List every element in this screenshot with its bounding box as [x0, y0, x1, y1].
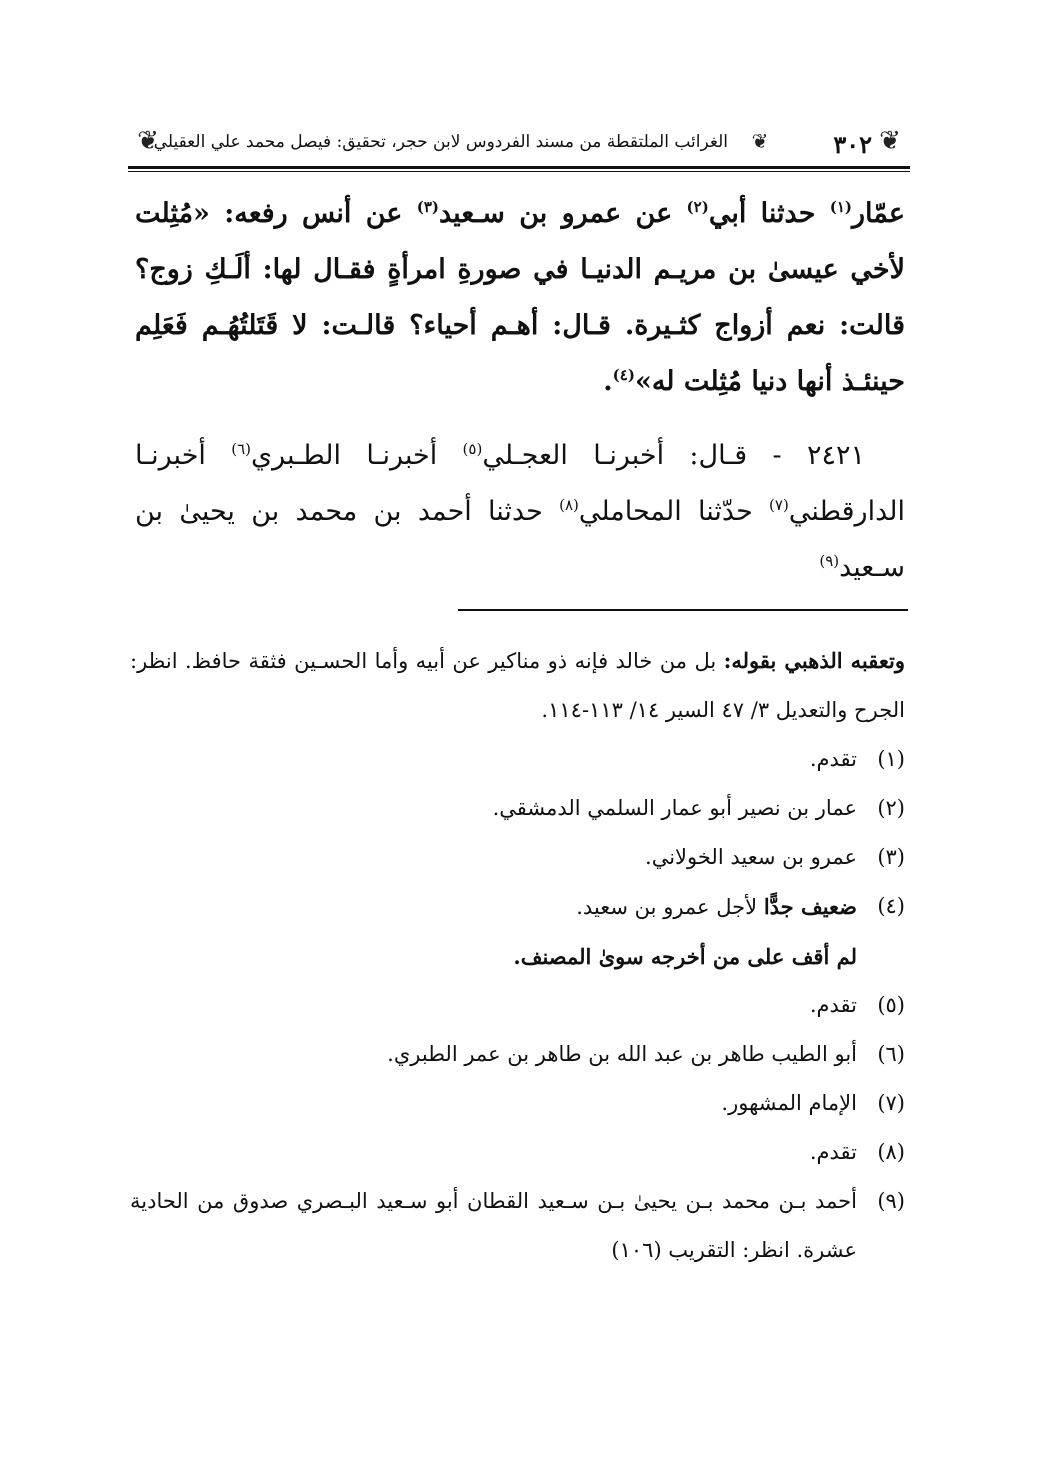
text-run: عمّار — [852, 198, 905, 229]
header-rule — [128, 166, 910, 169]
floral-ornament-icon: ❦ — [879, 126, 901, 156]
page-number: ٣٠٢ — [833, 130, 872, 159]
text-run: حدّثنا المحاملي — [578, 496, 770, 527]
footnote-item — [130, 784, 905, 833]
footnote-number: (٥) — [877, 993, 905, 1017]
footnote-subtext: لم أقف على من أخرجه سوىٰ المصنف. — [513, 944, 857, 969]
footnote-carryover — [130, 636, 905, 735]
floral-ornament-icon: ❦ — [137, 126, 159, 156]
footnote-ref: (٣) — [416, 198, 439, 216]
footnote-number: (٤) — [877, 894, 905, 918]
footnote-item — [130, 1079, 905, 1128]
footnote-ref: (٢) — [686, 198, 709, 216]
footnote-text: تقدم. — [809, 1140, 857, 1164]
footnote-text: أبو الطيب طاهر بن عبد الله بن طاهر بن عمر الطبري. — [387, 1042, 857, 1066]
footnote-item — [130, 735, 905, 784]
page-header — [128, 122, 910, 166]
main-text — [135, 186, 905, 596]
footnote-number: (٢) — [877, 796, 905, 820]
footnote-number: (٨) — [877, 1140, 905, 1164]
text-run: أخبرنـا الدارقطني — [135, 440, 905, 527]
footnote-item — [130, 833, 905, 882]
text-run: . — [603, 366, 613, 397]
text-run: عن أنس رفعه: «مُثِلت لأخي عيسىٰ بن مريـم الدنيـا في صورةِ امرأةٍ فقـال لها: ألَـكِ زوج؟ قالت: نعم أزواج كثـيرة. قـال: أهـم أحياء؟ قالـت: لا قَتَلتُهُـم فَعَلِم حينئـذ أنها دنيا مُثِلت له» — [135, 198, 905, 397]
text-run: عن عمرو بن سـعيد — [439, 198, 687, 229]
hadith-number: ٢٤٢١ — [806, 440, 865, 471]
text-run: ضعيف جدًّا — [763, 894, 857, 919]
footnote-item — [130, 882, 905, 932]
footnote-number: (٦) — [877, 1042, 905, 1066]
text-run: حدثنا أحمد بن محمد بن يحيىٰ بن سـعيد — [135, 496, 905, 583]
footnote-item — [130, 981, 905, 1030]
footnote-ref: (٥) — [462, 440, 483, 458]
footnote-item — [130, 1177, 905, 1275]
footnote-text: أحمد بـن محمد بـن يحيىٰ بـن سـعيد القطان أبو سـعيد البـصري صدوق من الحادية عشرة. انظر: التقريب (١٠٦) — [130, 1189, 857, 1262]
footnote-text: تقدم. — [809, 993, 857, 1017]
hadith-2421-paragraph — [135, 428, 905, 596]
footnotes — [130, 636, 905, 1275]
header-rule-thin — [128, 171, 910, 172]
footnote-separator — [458, 609, 908, 611]
footnote-number: (٩) — [877, 1189, 905, 1213]
text-run: - قـال: أخبرنـا العجـلي — [482, 440, 807, 471]
footnote-item — [130, 1030, 905, 1079]
footnote-text: تقدم. — [809, 747, 857, 771]
footnote-text — [130, 882, 857, 932]
text-run: وتعقبه الذهبي بقوله: — [723, 648, 905, 673]
footnote-ref: (٤) — [612, 366, 635, 384]
footnote-ref: (٩) — [819, 552, 840, 570]
text-run: لأجل عمرو بن سعيد. — [576, 895, 764, 919]
footnote-ref: (٦) — [231, 440, 252, 458]
footnote-number: (٧) — [877, 1091, 905, 1115]
text-run: أخبرنـا الطـبري — [251, 440, 463, 471]
footnote-text: الإمام المشهور. — [721, 1091, 857, 1115]
footnote-ref: (٨) — [559, 496, 579, 514]
footnote-item — [130, 1128, 905, 1177]
footnote-text: عمرو بن سعيد الخولاني. — [645, 845, 857, 869]
footnote-text: عمار بن نصير أبو عمار السلمي الدمشقي. — [492, 796, 857, 820]
footnote-number: (١) — [877, 747, 905, 771]
floral-ornament-icon: ❦ — [751, 129, 769, 153]
footnote-number: (٣) — [877, 845, 905, 869]
footnote-ref: (٧) — [769, 496, 789, 514]
running-title: الغرائب الملتقطة من مسند الفردوس لابن حجر، تحقيق: فيصل محمد علي العقيلي — [153, 132, 728, 152]
hadith-end-paragraph — [135, 186, 905, 410]
footnote-ref: (١) — [829, 198, 852, 216]
text-run: بل من خالد فإنه ذو مناكير عن أبيه وأما الحسـين فثقة حافظ. انظر: الجرح والتعديل ٣/ ٤٧ السير ١٤/ ١١٣-١١٤. — [130, 649, 905, 722]
text-run: حدثنا أبي — [708, 198, 830, 229]
